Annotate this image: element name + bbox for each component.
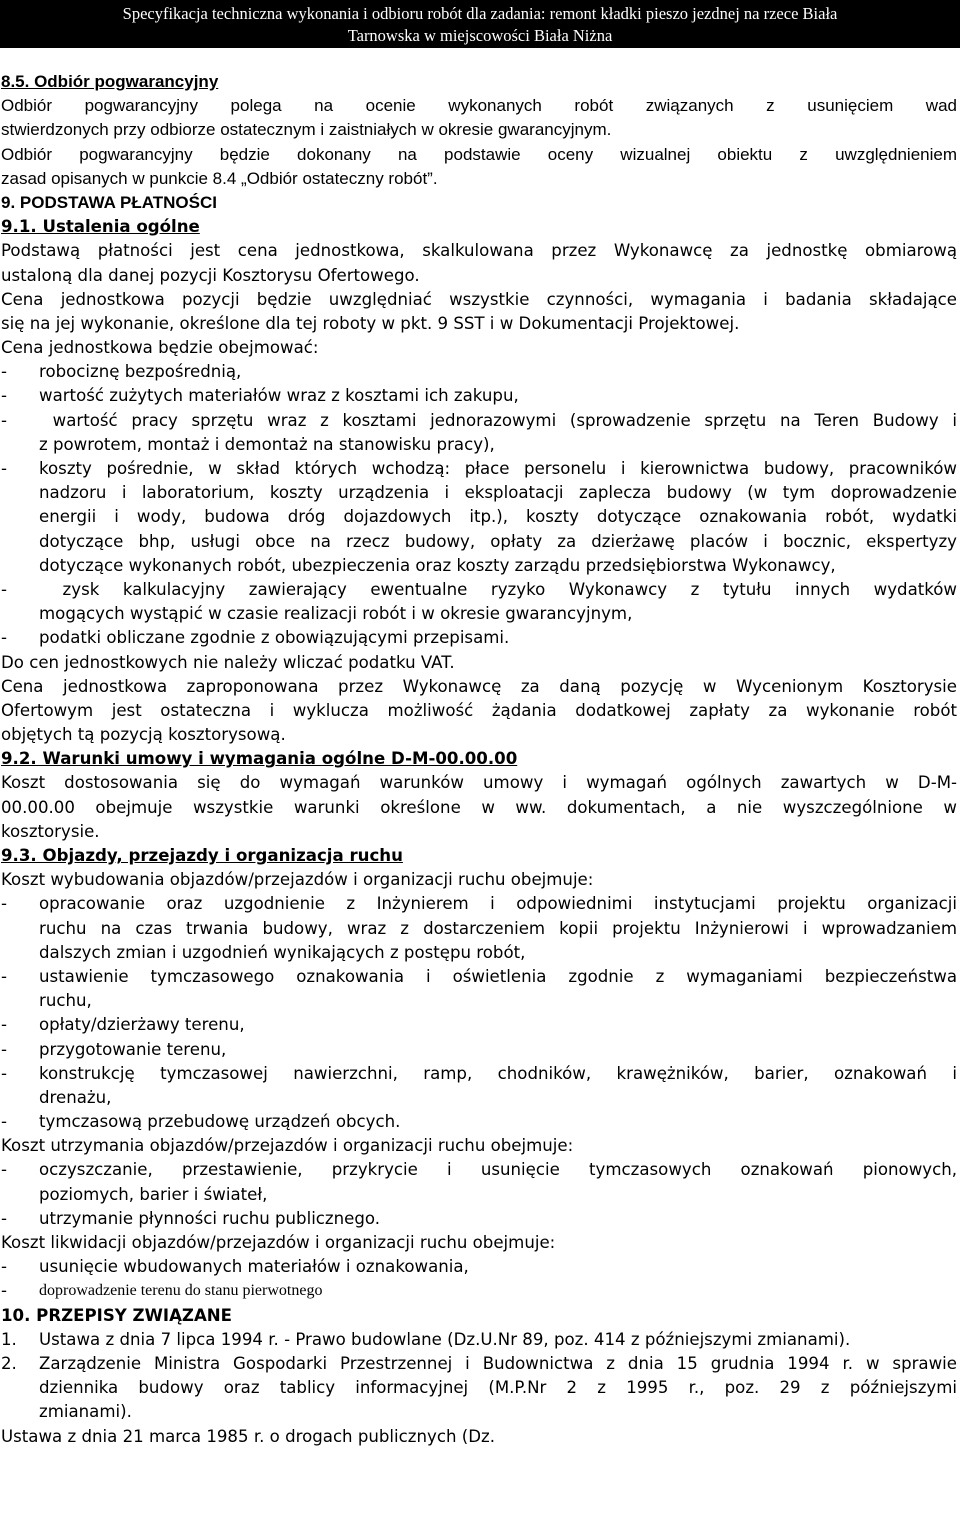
page-header: [0, 0, 960, 48]
list-item-text: konstrukcję tymczasowej nawierzchni, ramp, chodników, krawężników, barier, oznakowań i: [39, 1063, 957, 1083]
list-item-text: usunięcie wbudowanych materiałów i oznakowania,: [39, 1257, 469, 1277]
list-dash: -: [1, 410, 7, 430]
regulation-number: 1.: [1, 1329, 17, 1349]
list-item-continuation: [1, 941, 957, 965]
paragraph-line: kosztorysie.: [1, 821, 100, 841]
list-dash: -: [1, 894, 7, 914]
list-dash: [1, 1183, 39, 1207]
list-item: [1, 409, 957, 433]
list-item: [1, 1110, 957, 1134]
list-item-continuation: [1, 481, 957, 505]
regulation-text: dziennika budowy oraz tablicy informacyjnej (M.P.Nr 2 z 1995 r., poz. 29 z późniejszymi: [39, 1378, 957, 1398]
regulation-text: zmianami).: [39, 1402, 132, 1422]
list-item-text: doprowadzenie terenu do stanu pierwotnego: [39, 1282, 323, 1300]
section-heading-10: 10. PRZEPISY ZWIĄZANE: [1, 1305, 233, 1325]
list-dash: [1, 554, 39, 578]
paragraph-line: Ustawa z dnia 21 marca 1985 r. o drogach publicznych (Dz.: [1, 1426, 495, 1446]
header-line-1: Specyfikacja techniczna wykonania i odbioru robót dla zadania: remont kładki pieszo jezdnej na rzece Biała: [122, 4, 838, 23]
cost-components-list: [1, 360, 957, 650]
list-item: [1, 1279, 957, 1303]
list-item: [1, 1062, 957, 1086]
regulation-text: Zarządzenie Ministra Gospodarki Przestrzennej i Budownictwa z dnia 15 grudnia 1994 r. w sprawie: [39, 1353, 957, 1373]
list-item-continuation: [1, 505, 957, 529]
list-item-text: dalszych zmian i uzgodnień wynikających z postępu robót,: [39, 942, 526, 962]
regulations-list: [1, 1328, 957, 1425]
list-item-continuation: [1, 1086, 957, 1110]
list-dash: [1, 941, 39, 965]
list-item-text: ruchu na czas trwania budowy, wraz z dostarczeniem kopii projektu Inżynierowi i wprowadzaniem: [39, 918, 957, 938]
regulation-number: 2.: [1, 1353, 17, 1373]
list-dash: [1, 989, 39, 1013]
list-dash: -: [1, 1063, 7, 1083]
list-item-continuation: [1, 433, 957, 457]
list-dash: -: [1, 1257, 7, 1277]
list-dash: -: [1, 579, 7, 599]
list-dash: -: [1, 362, 7, 382]
list-item-text: drenażu,: [39, 1087, 112, 1107]
paragraph-line: Koszt dostosowania się do wymagań warunków umowy i wymagań ogólnych zawartych w D-M-: [1, 773, 957, 793]
paragraph-line: się na jej wykonanie, określone dla tej roboty w pkt. 9 SST i w Dokumentacji Projektowej.: [1, 313, 740, 333]
list-item-text: oczyszczanie, przestawienie, przykrycie i usunięcie tymczasowych oznakowań pionowych,: [39, 1160, 957, 1180]
list-item-text: przygotowanie terenu,: [39, 1039, 227, 1059]
list-dash: [1, 1086, 39, 1110]
paragraph-line: Koszt utrzymania objazdów/przejazdów i organizacji ruchu obejmuje:: [1, 1136, 574, 1156]
list-item: [1, 626, 957, 650]
regulation-number: [1, 1400, 39, 1424]
paragraph-line: Cena jednostkowa będzie obejmować:: [1, 338, 319, 358]
list-item-text: dotyczące bhp, usługi obce na rzecz budowy, opłaty za dzierżawę placów i bocznic, ekspertyzy: [39, 531, 957, 551]
list-dash: -: [1, 1112, 7, 1132]
list-dash: -: [1, 459, 7, 478]
list-item: [1, 965, 957, 989]
list-dash: [1, 481, 39, 505]
regulation-item-continuation: [1, 1376, 957, 1400]
list-item-text: tymczasową przebudowę urządzeń obcych.: [39, 1112, 401, 1132]
list-item-continuation: [1, 989, 957, 1013]
list-item-text: wartość zużytych materiałów wraz z kosztami ich zakupu,: [39, 386, 519, 406]
list-dash: -: [1, 1039, 7, 1059]
list-item: [1, 384, 957, 408]
list-dash: -: [1, 966, 7, 986]
list-dash: [1, 433, 39, 457]
list-item: [1, 457, 957, 481]
list-item-text: energii i wody, budowa dróg dojazdowych itp.), koszty dotyczące oznakowania robót, wydatki: [39, 507, 957, 527]
paragraph-line: Odbiór pogwarancyjny będzie dokonany na podstawie oceny wizualnej obiektu z uwzględnieniem: [1, 144, 957, 164]
regulation-item: [1, 1328, 957, 1352]
section-heading-9-2: 9.2. Warunki umowy i wymagania ogólne D-M-00.00.00: [1, 749, 518, 769]
list-item: [1, 360, 957, 384]
header-line-2: Tarnowska w miejscowości Biała Niżna: [347, 26, 613, 45]
list-item-text: utrzymanie płynności ruchu publicznego.: [39, 1208, 381, 1228]
section-heading-8-5: 8.5. Odbiór pogwarancyjny: [1, 72, 219, 91]
section-heading-9-3: 9.3. Objazdy, przejazdy i organizacja ruchu: [1, 846, 403, 865]
maintenance-cost-list: [1, 1158, 957, 1231]
section-heading-9-1: 9.1. Ustalenia ogólne: [1, 217, 200, 237]
paragraph-line: Ofertowym jest ostateczna i wyklucza możliwość żądania dodatkowej zapłaty za wykonanie robót: [1, 700, 957, 720]
list-item-text: dotyczące wykonanych robót, ubezpieczenia oraz koszty zarządu przedsiębiorstwa Wykonawcy,: [39, 555, 836, 575]
list-item-text: robociznę bezpośrednią,: [39, 362, 242, 382]
paragraph-line: 00.00.00 obejmuje wszystkie warunki określone w ww. dokumentach, a nie wyszczególnione w: [1, 797, 957, 817]
list-item-continuation: [1, 917, 957, 941]
list-item-text: ustawienie tymczasowego oznakowania i oświetlenia zgodnie z wymaganiami bezpieczeństwa: [39, 966, 957, 986]
list-item: [1, 1038, 957, 1062]
list-item-continuation: [1, 1183, 957, 1207]
regulation-text: Ustawa z dnia 7 lipca 1994 r. - Prawo budowlane (Dz.U.Nr 89, poz. 414 z późniejszymi zmianami).: [39, 1329, 851, 1349]
list-dash: -: [1, 1015, 7, 1035]
list-item-text: zysk kalkulacyjny zawierający ewentualne ryzyko Wykonawcy z tytułu innych wydatków: [39, 579, 957, 599]
list-item-text: koszty pośrednie, w skład których wchodzą: płace personelu i kierownictwa budowy, pracowników: [39, 459, 957, 478]
list-item: [1, 1255, 957, 1279]
paragraph-line: stwierdzonych przy odbiorze ostatecznym i zaistniałych w okresie gwarancyjnym.: [1, 120, 612, 140]
list-dash: -: [1, 386, 7, 406]
paragraph-line: zasad opisanych w punkcie 8.4 „Odbiór ostateczny robót”.: [1, 168, 438, 188]
list-item-text: mogących wystąpić w czasie realizacji robót i w okresie gwarancyjnym,: [39, 604, 633, 624]
list-item-text: poziomych, barier i świateł,: [39, 1184, 268, 1204]
paragraph-line: Koszt wybudowania objazdów/przejazdów i organizacji ruchu obejmuje:: [1, 870, 594, 890]
list-item: [1, 1158, 957, 1182]
list-item-text: opracowanie oraz uzgodnienie z Inżynierem i odpowiednimi instytucjami projektu organizacji: [39, 894, 957, 914]
section-heading-9: 9. PODSTAWA PŁATNOŚCI: [1, 192, 217, 212]
paragraph-line: ustaloną dla danej pozycji Kosztorysu Ofertowego.: [1, 265, 420, 285]
list-item-text: wartość pracy sprzętu wraz z kosztami jednorazowymi (sprowadzenie sprzętu na Teren Budowy i: [39, 410, 957, 430]
paragraph-line: Koszt likwidacji objazdów/przejazdów i organizacji ruchu obejmuje:: [1, 1233, 556, 1252]
list-dash: -: [1, 1281, 7, 1301]
regulation-number: [1, 1376, 39, 1400]
removal-cost-list: [1, 1255, 957, 1279]
list-dash: [1, 602, 39, 626]
list-item-text: nadzoru i laboratorium, koszty urządzenia i eksploatacji zaplecza budowy (w tym doprowadzenie: [39, 483, 957, 503]
list-item-text: z powrotem, montaż i demontaż na stanowisku pracy),: [39, 434, 495, 454]
paragraph-line: Podstawą płatności jest cena jednostkowa, skalkulowana przez Wykonawcę za jednostkę obmiarową: [1, 241, 957, 261]
list-item-continuation: [1, 602, 957, 626]
paragraph-line: objętych tą pozycją kosztorysową.: [1, 725, 286, 745]
list-dash: [1, 917, 39, 941]
list-item: [1, 1013, 957, 1037]
list-item-text: ruchu,: [39, 991, 92, 1011]
list-item-text: opłaty/dzierżawy terenu,: [39, 1015, 245, 1035]
regulation-item-continuation: [1, 1400, 957, 1424]
paragraph-line: Cena jednostkowa zaproponowana przez Wykonawcę za daną pozycję w Wycenionym Kosztorysie: [1, 676, 957, 696]
list-dash: -: [1, 1208, 7, 1228]
list-item-continuation: [1, 530, 957, 554]
list-item-text: podatki obliczane zgodnie z obowiązującymi przepisami.: [39, 628, 510, 648]
paragraph-line: Do cen jednostkowych nie należy wliczać podatku VAT.: [1, 652, 455, 672]
list-dash: -: [1, 628, 7, 648]
construction-cost-list: [1, 892, 957, 1134]
document-body: [1, 70, 957, 1449]
list-dash: [1, 530, 39, 554]
list-item: [1, 892, 957, 916]
regulation-item: [1, 1352, 957, 1376]
list-item: [1, 1207, 957, 1231]
paragraph-line: Cena jednostkowa pozycji będzie uwzględniać wszystkie czynności, wymagania i badania składające: [1, 289, 957, 309]
list-dash: [1, 505, 39, 529]
list-item: [1, 578, 957, 602]
list-item-continuation: [1, 554, 957, 578]
paragraph-line: Odbiór pogwarancyjny polega na ocenie wykonanych robót związanych z usunięciem wad: [1, 96, 957, 116]
list-dash: -: [1, 1160, 7, 1180]
